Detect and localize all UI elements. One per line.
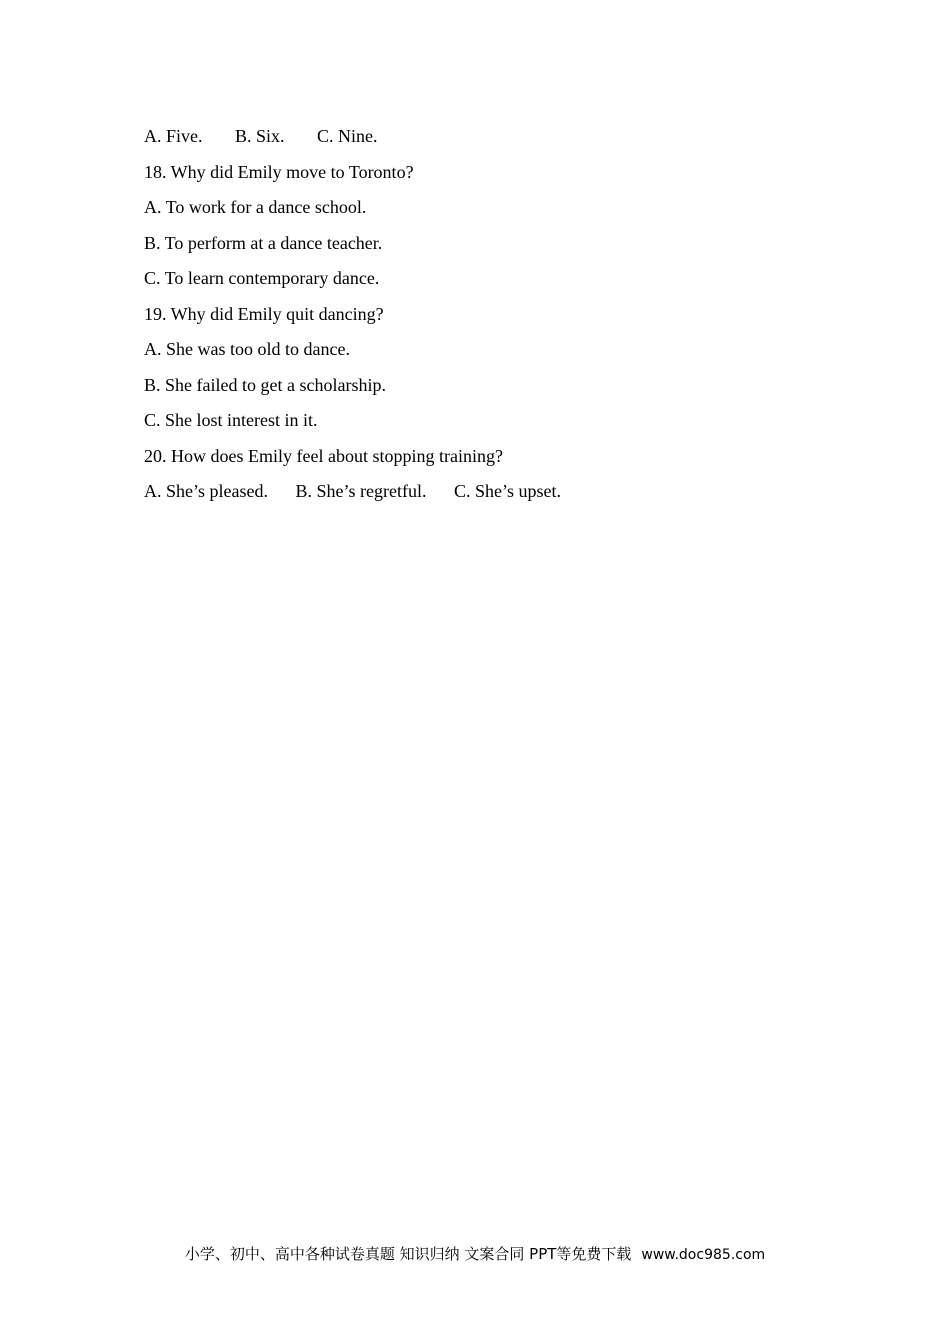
q19-question: 19. Why did Emily quit dancing? — [144, 303, 384, 324]
q19-option-a: A. She was too old to dance. — [144, 339, 350, 359]
q20-question: 20. How does Emily feel about stopping training? — [144, 445, 503, 466]
q18-option-b: B. To perform at a dance teacher. — [144, 232, 383, 253]
q20-option-a: A. She’s pleased. — [144, 481, 268, 501]
q18-option-a: A. To work for a dance school. — [144, 197, 367, 217]
q17-option-c: C. Nine. — [317, 126, 378, 146]
q17-option-b: B. Six. — [235, 126, 285, 146]
q17-option-a: A. Five. — [144, 126, 203, 146]
q20-options-row — [144, 479, 844, 515]
footer-site-link[interactable]: www.doc985.com — [641, 1247, 766, 1263]
footer-text: 小学、初中、高中各种试卷真题 知识归纳 文案合同 PPT等免费下载 — [184, 1245, 632, 1263]
q20-option-b: B. She’s regretful. — [295, 481, 427, 501]
question-content — [144, 124, 844, 515]
q18-question: 18. Why did Emily move to Toronto? — [144, 161, 414, 182]
q17-options-row — [144, 124, 844, 160]
q18-option-c: C. To learn contemporary dance. — [144, 268, 380, 288]
q20-option-c: C. She’s upset. — [453, 481, 561, 501]
page-footer — [0, 1243, 950, 1266]
q19-option-c: C. She lost interest in it. — [144, 410, 318, 430]
q19-option-b: B. She failed to get a scholarship. — [144, 374, 386, 395]
